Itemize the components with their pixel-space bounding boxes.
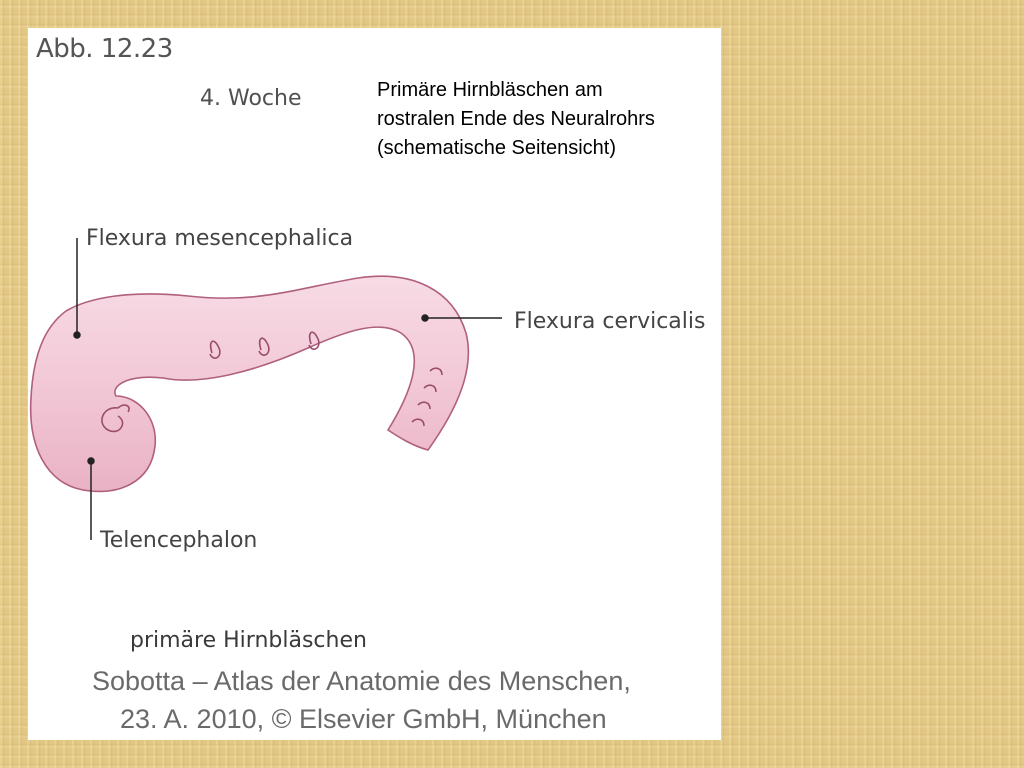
week-label: 4. Woche xyxy=(200,86,302,111)
leader-dot-telencephalon xyxy=(88,458,94,464)
label-flexura-cervicalis: Flexura cervicalis xyxy=(514,309,706,334)
caption-line: (schematische Seitensicht) xyxy=(377,137,616,159)
caption-line: Primäre Hirnbläschen am xyxy=(377,79,603,101)
leader-dot-cervicalis xyxy=(422,315,428,321)
figure-subtitle: primäre Hirnbläschen xyxy=(130,628,367,653)
label-telencephalon: Telencephalon xyxy=(100,528,258,553)
figure-number: Abb. 12.23 xyxy=(36,34,173,64)
source-credit-line: Sobotta – Atlas der Anatomie des Menschen, xyxy=(92,666,631,696)
source-credit-line: 23. A. 2010, © Elsevier GmbH, München xyxy=(120,704,607,734)
figure-caption xyxy=(377,76,717,163)
figure-panel xyxy=(28,28,721,740)
label-flexura-mesencephalica: Flexura mesencephalica xyxy=(86,226,354,251)
leader-dot-mesencephalica xyxy=(74,332,80,338)
caption-line: rostralen Ende des Neuralrohrs xyxy=(377,108,655,130)
neural-tube-shape xyxy=(31,276,469,491)
